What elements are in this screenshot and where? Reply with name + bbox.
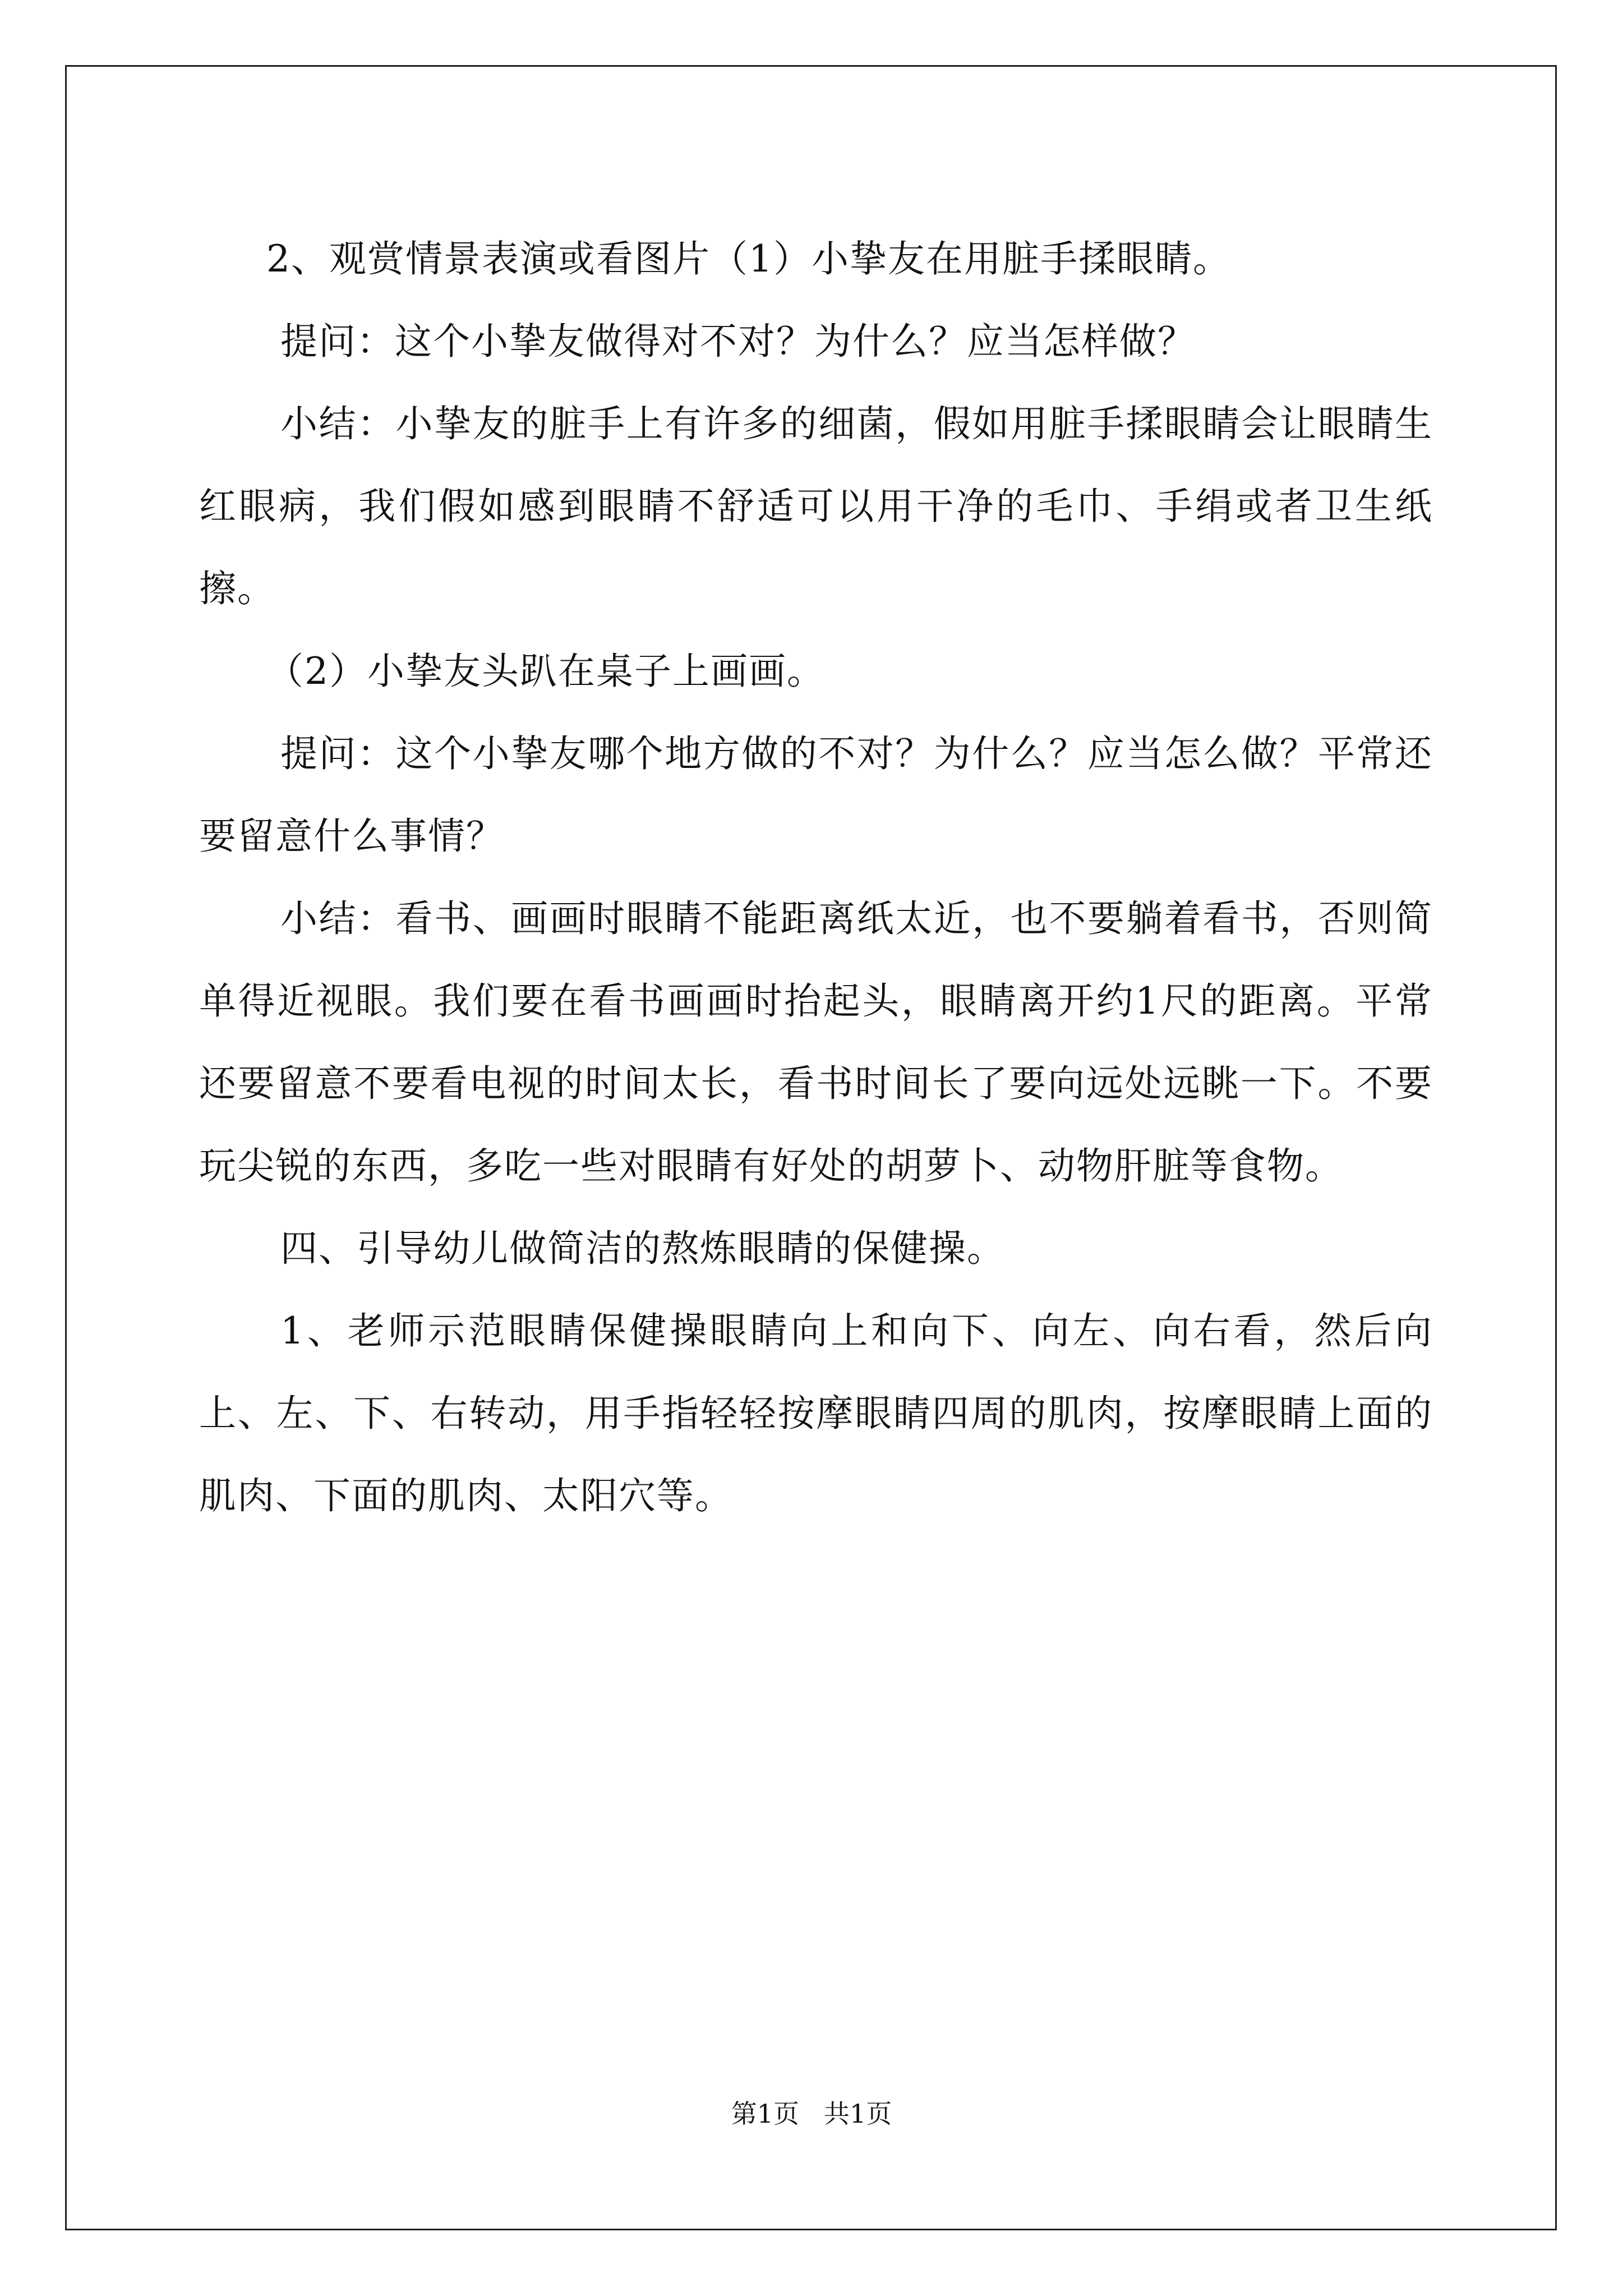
page-total: 共1页 <box>824 2099 892 2129</box>
paragraph-scene-2: （2）小挚友头趴在桌子上画画。 <box>266 650 825 693</box>
paragraph-section-four: 四、引导幼儿做简洁的熬炼眼睛的保健操。 <box>280 1227 1005 1270</box>
page-footer <box>0 2097 1623 2131</box>
paragraph-question-1: 提问：这个小挚友做得对不对？为什么？应当怎样做？ <box>280 320 1196 363</box>
page-number: 第1页 <box>731 2099 799 2129</box>
document-body <box>199 218 1433 1537</box>
paragraph-summary-1: 小结：小挚友的脏手上有许多的细菌，假如用脏手揉眼睛会让眼睛生红眼病，我们假如感到眼睛不舒适可以用干净的毛巾、手绢或者卫生纸擦。 <box>199 402 1433 610</box>
paragraph-eye-exercise: 1、老师示范眼睛保健操眼睛向上和向下、向左、向右看，然后向上、左、下、右转动，用手指轻轻按摩眼睛四周的肌肉，按摩眼睛上面的肌肉、下面的肌肉、太阳穴等。 <box>199 1309 1433 1517</box>
paragraph-summary-2: 小结：看书、画画时眼睛不能距离纸太近，也不要躺着看书，否则简单得近视眼。我们要在看书画画时抬起头，眼睛离开约1尺的距离。平常还要留意不要看电视的时间太长，看书时间长了要向远处远眺一下。不要玩尖锐的东西，多吃一些对眼睛有好处的胡萝卜、动物肝脏等食物。 <box>199 897 1433 1188</box>
paragraph-question-2: 提问：这个小挚友哪个地方做的不对？为什么？应当怎么做？平常还要留意什么事情？ <box>199 732 1433 858</box>
paragraph-watch-performance: 2、观赏情景表演或看图片（1）小挚友在用脏手揉眼睛。 <box>266 237 1231 280</box>
